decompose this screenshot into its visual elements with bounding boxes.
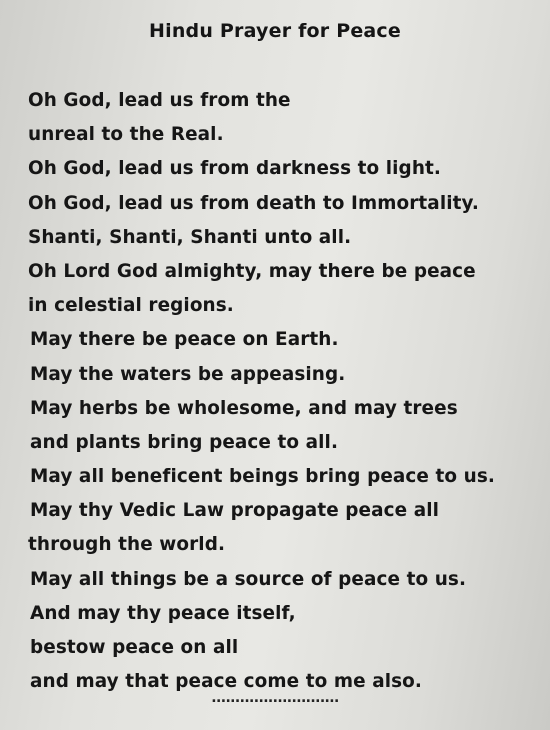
prayer-text — [28, 86, 543, 701]
prayer-line: in celestial regions. — [28, 295, 234, 317]
prayer-line: May all things be a source of peace to us. — [30, 568, 467, 590]
prayer-line: and plants bring peace to all. — [30, 431, 339, 453]
prayer-line: through the world. — [28, 534, 226, 556]
prayer-line: May all beneficent beings bring peace to us. — [30, 466, 495, 488]
dotted-separator: ........................... — [211, 690, 339, 706]
prayer-line: May there be peace on Earth. — [30, 329, 339, 351]
prayer-line: Oh God, lead us from death to Immortality. — [28, 192, 479, 214]
prayer-line: unreal to the Real. — [28, 124, 224, 146]
prayer-line: And may thy peace itself, — [30, 602, 296, 624]
prayer-line: Oh God, lead us from darkness to light. — [28, 158, 441, 180]
prayer-line: May herbs be wholesome, and may trees — [30, 397, 458, 419]
prayer-line: May thy Vedic Law propagate peace all — [30, 500, 440, 522]
prayer-title: Hindu Prayer for Peace — [149, 20, 401, 42]
prayer-line: May the waters be appeasing. — [30, 363, 346, 385]
prayer-line: Oh Lord God almighty, may there be peace — [28, 260, 476, 282]
prayer-line: bestow peace on all — [30, 637, 239, 658]
prayer-line: and may that peace come to me also. — [30, 671, 423, 693]
prayer-line: Oh God, lead us from the — [28, 90, 291, 111]
prayer-line: Shanti, Shanti, Shanti unto all. — [28, 226, 352, 248]
